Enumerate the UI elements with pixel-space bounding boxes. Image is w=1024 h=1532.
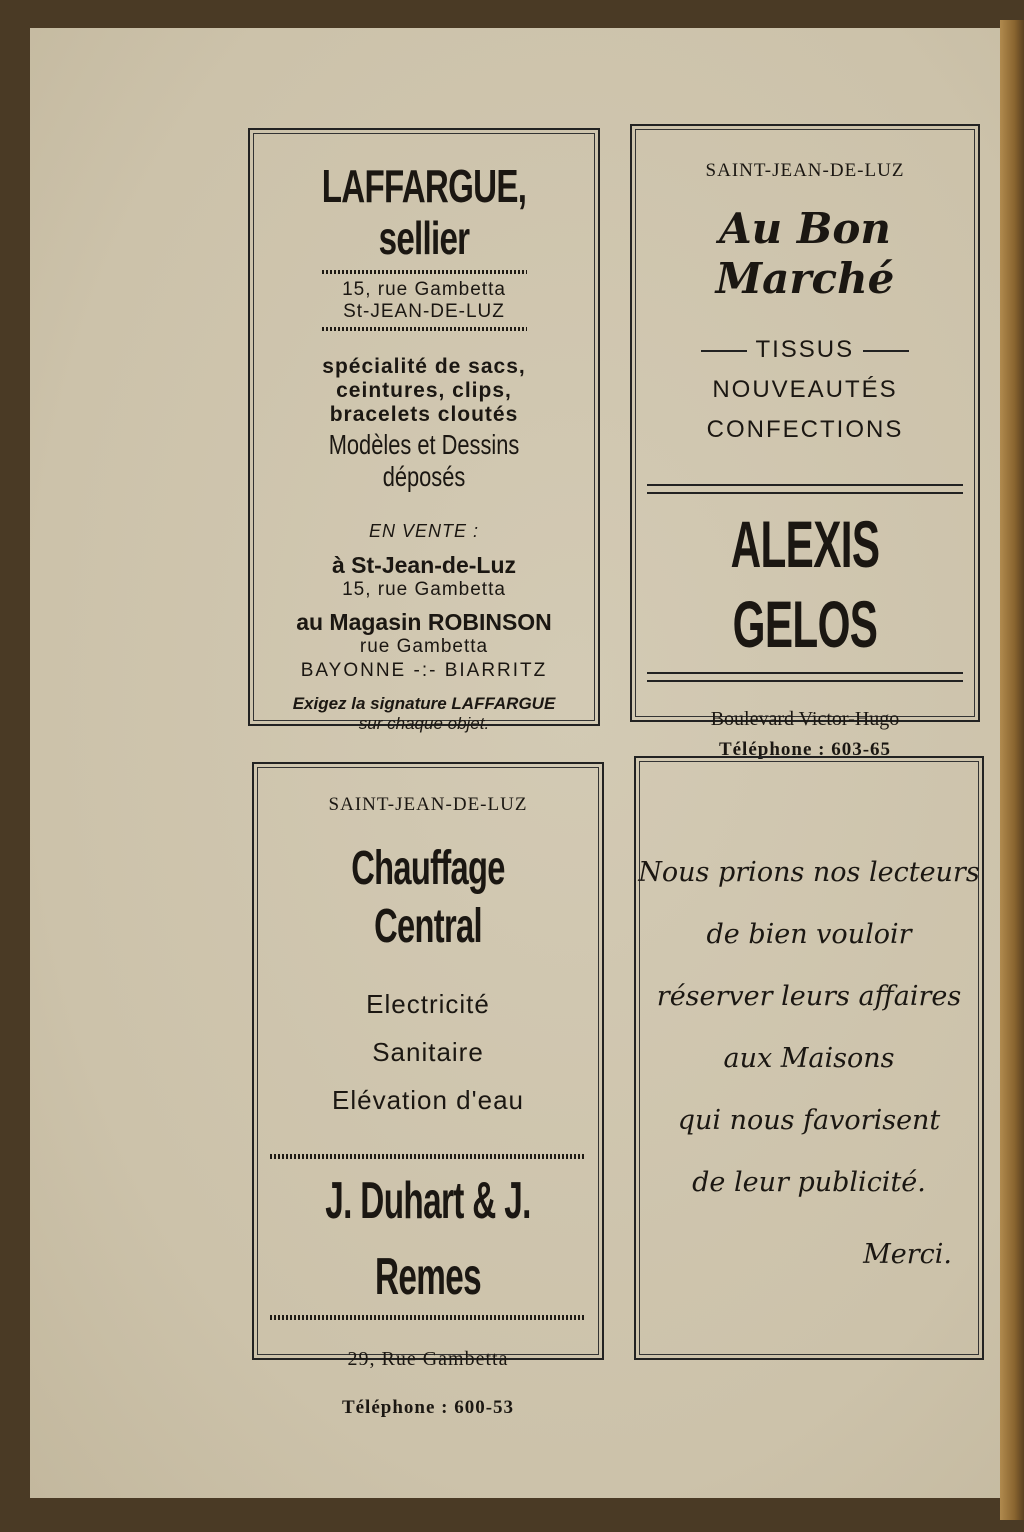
duhart-owners: J. Duhart & J. Remes	[325, 1172, 531, 1306]
gelos-clothing: CONFECTIONS	[706, 416, 904, 443]
rule	[647, 484, 963, 494]
rule	[647, 672, 963, 682]
notice-line: de leur publicité.	[692, 1167, 926, 1198]
laffargue-name: LAFFARGUE, sellier	[321, 160, 527, 264]
gelos-owner: ALEXIS GELOS	[730, 507, 880, 661]
laffargue-models: Modèles et Dessins déposés	[328, 429, 520, 492]
gelos-line	[632, 330, 978, 370]
book-spine	[1000, 20, 1024, 1520]
laffargue-signature: Exigez la signature LAFFARGUE	[292, 694, 556, 713]
gelos-novelties: NOUVEAUTÉS	[712, 376, 898, 403]
notice-line: Nous prions nos lecteurs	[638, 857, 980, 888]
duhart-phone: Téléphone : 600-53	[341, 1397, 515, 1418]
laffargue-shop-2: au Magasin ROBINSON	[296, 609, 552, 635]
laffargue-shop-2-address: rue Gambetta	[359, 636, 489, 657]
notice-line: de bien vouloir	[706, 919, 912, 950]
gelos-phone: Téléphone : 603-65	[718, 739, 892, 760]
dotted-rule	[322, 270, 527, 274]
laffargue-specialty: spécialité de sacs,	[322, 355, 526, 378]
gelos-address: Boulevard Victor-Hugo	[710, 708, 900, 730]
notice-box	[634, 756, 984, 1360]
laffargue-specialty: bracelets cloutés	[329, 403, 519, 426]
dotted-rule	[322, 327, 527, 331]
gelos-town: SAINT-JEAN-DE-LUZ	[705, 160, 905, 181]
gelos-shop-name: Au Bon Marché	[715, 204, 895, 303]
dotted-rule	[270, 1315, 586, 1320]
ad-duhart	[252, 762, 604, 1418]
notice-thanks: Merci.	[863, 1239, 952, 1270]
laffargue-specialty: ceintures, clips,	[336, 379, 512, 402]
duhart-service: Electricité	[366, 989, 490, 1019]
gelos-fabrics: TISSUS	[755, 336, 855, 363]
duhart-title: Chauffage Central	[351, 842, 505, 953]
laffargue-signature: sur chaque objet.	[358, 714, 490, 733]
notice-line: réserver leurs affaires	[656, 981, 962, 1012]
laffargue-city: St-JEAN-DE-LUZ	[343, 301, 505, 322]
laffargue-shop-1: à St-Jean-de-Luz	[331, 552, 517, 578]
dotted-rule	[270, 1154, 586, 1159]
duhart-address: 29, Rue Gambetta	[347, 1348, 509, 1370]
duhart-town: SAINT-JEAN-DE-LUZ	[328, 794, 528, 815]
ad-laffargue	[248, 128, 600, 733]
duhart-service: Sanitaire	[372, 1037, 484, 1067]
notice-line: aux Maisons	[723, 1043, 895, 1074]
notice-line: qui nous favorisent	[677, 1105, 941, 1136]
laffargue-street: 15, rue Gambetta	[342, 279, 506, 300]
ad-gelos	[630, 124, 980, 760]
laffargue-on-sale: EN VENTE :	[368, 521, 480, 541]
duhart-service: Elévation d'eau	[332, 1085, 524, 1115]
laffargue-shop-1-address: 15, rue Gambetta	[342, 579, 506, 600]
laffargue-cities: BAYONNE -:- BIARRITZ	[300, 660, 548, 681]
